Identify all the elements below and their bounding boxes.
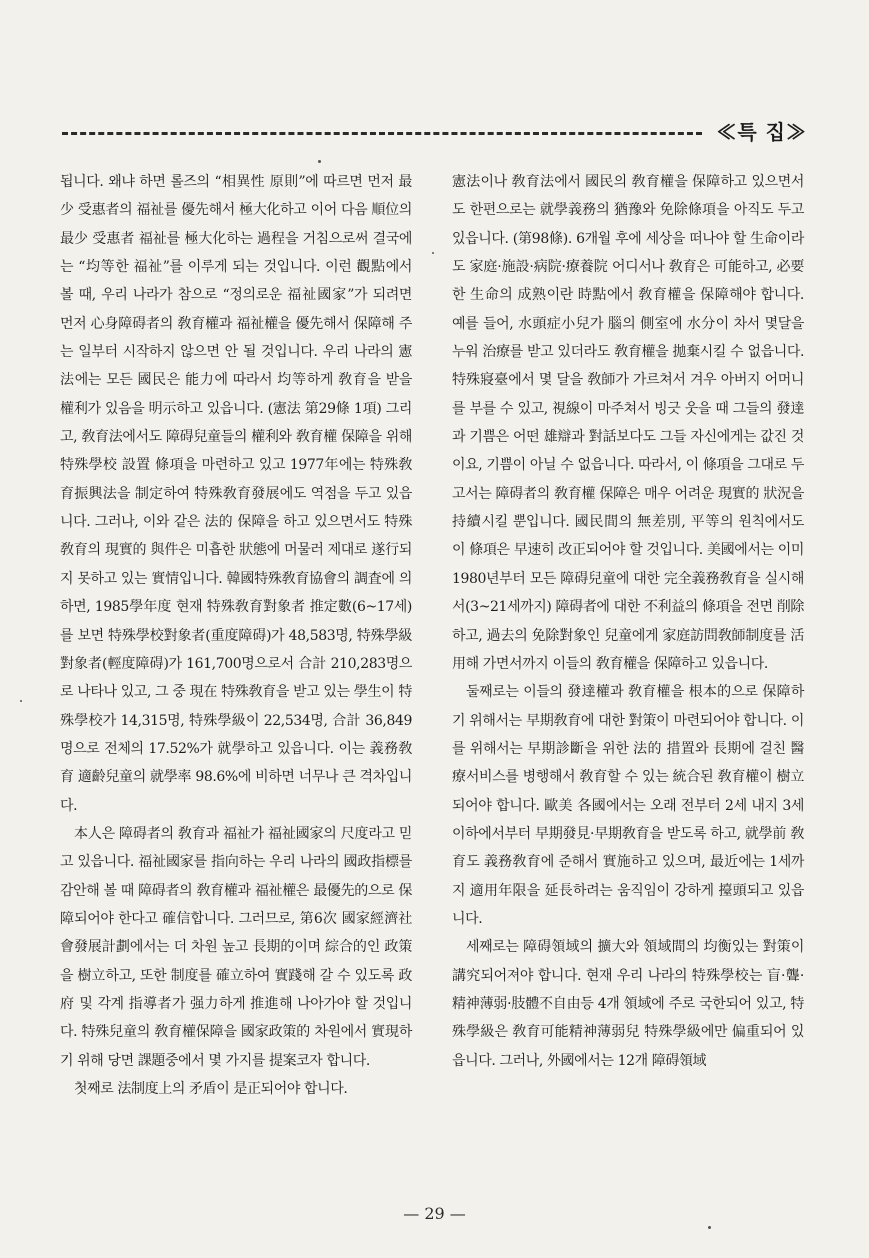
left-column [60,168,412,1103]
section-label: ≪특 집≫ [716,120,807,144]
scan-speck [432,252,434,254]
left-paragraph-2: 本人은 障碍者의 敎育과 福祉가 福祉國家의 尺度라고 믿고 있읍니다. 福祉國家를 指向하는 우리 나라의 國政指標를 감안해 볼 때 障碍者의 敎育權과 福祉權은 最優先的으로 保障되어야 한다고 確信합니다. 그러므로, 第6次 國家經濟社會發展計劃에서는 더 차원 높고 長期的이며 綜合的인 政策을 樹立하고, 또한 制度를 確立하여 實踐해 갈 수 있도록 政府 및 각계 指導者가 强力하게 推進해 나아가야 할 것입니다. 特殊兒童의 敎育權保障을 國家政策的 차원에서 實現하기 위해 당면 課題중에서 몇 가지를 提案코자 합니다. [60,825,412,1069]
right-paragraph-3: 세째로는 障碍領域의 擴大와 領域間의 均衡있는 對策이 講究되어져야 합니다. 현재 우리 나라의 特殊學校는 盲·聾·精神薄弱·肢體不自由등 4개 領域에 주로 국한되어 있고, 特殊學級은 敎育可能精神薄弱兒 特殊學級에만 偏重되어 있읍니다. 그러나, 外國에서는 12개 障碍領域 [452,939,804,1069]
scan-speck [20,700,22,702]
header-dashed-rule [62,132,702,135]
page-number: — 29 — [403,1204,466,1223]
left-paragraph-3: 첫째로 法制度上의 矛盾이 是正되어야 합니다. [74,1081,348,1097]
scan-speck [708,1226,711,1229]
right-column [452,168,804,1075]
left-paragraph-1: 됩니다. 왜냐 하면 롤즈의 “相異性 原則”에 따르면 먼저 最少 受惠者의 福祉를 優先해서 極大化하고 이어 다음 順位의 最少 受惠者 福祉를 極大化하는 過程을 거침으로써 결국에는 “均等한 福祉”를 이루게 되는 것입니다. 이런 觀點에서 볼 때, 우리 나라가 참으로 “정의로운 福祉國家”가 되려면 먼저 心身障碍者의 敎育權과 福祉權을 優先해서 保障해 주는 일부터 시작하지 않으면 안 될 것입니다. 우리 나라의 憲法에는 모든 國民은 能力에 따라서 均等하게 敎育을 받을 權利가 있음을 明示하고 있읍니다. (憲法 第29條 1項) 그리고, 敎育法에서도 障碍兒童들의 權利와 敎育權 保障을 위해 特殊學校 設置 條項을 마련하고 있고 1977年에는 特殊敎育振興法을 制定하여 特殊敎育發展에도 역점을 두고 있읍니다. 그러나, 이와 같은 法的 保障을 하고 있으면서도 特殊敎育의 現實的 與件은 미흡한 狀態에 머물러 제대로 遂行되지 못하고 있는 實情입니다. 韓國特殊敎育協會의 調査에 의하면, 1985學年度 현재 特殊敎育對象者 推定數(6~17세)를 보면 特殊學校對象者(重度障碍)가 48,583명, 特殊學級對象者(輕度障碍)가 161,700명으로서 合計 210,283명으로 나타나 있고, 그 중 現在 特殊敎育을 받고 있는 學生이 特殊學校가 14,315명, 特殊學級이 22,534명, 合計 36,849명으로 전체의 17.52%가 就學하고 있읍니다. 이는 義務敎育 適齡兒童의 就學率 98.6%에 비하면 너무나 큰 격차입니다. [60,174,412,814]
right-paragraph-1: 憲法이나 敎育法에서 國民의 敎育權을 保障하고 있으면서도 한편으로는 就學義務의 猶豫와 免除條項을 아직도 두고 있읍니다. (第98條). 6개월 후에 세상을 떠나야 할 生命이라도 家庭·施設·病院·療養院 어디서나 敎育은 可能하고, 必要한 生命의 成熟이란 時點에서 敎育權을 保障해야 합니다. 예를 들어, 水頭症小兒가 腦의 側室에 水分이 차서 몇달을 누워 治療를 받고 있더라도 敎育權을 拋棄시킬 수 없읍니다. 特殊寢臺에서 몇 달을 敎師가 가르쳐서 겨우 아버지 어머니를 부를 수 있고, 視線이 마주쳐서 빙긋 웃을 때 그들의 發達과 기쁨은 어떤 雄辯과 對話보다도 그들 자신에게는 값진 것이요, 기쁨이 아닐 수 없읍니다. 따라서, 이 條項을 그대로 두고서는 障碍者의 敎育權 保障은 매우 어려운 現實的 狀況을 持續시킬 뿐입니다. 國民間의 無差別, 平等의 원칙에서도 이 條項은 早速히 改正되어야 할 것입니다. 美國에서는 이미 1980년부터 모든 障碍兒童에 대한 完全義務敎育을 실시해서(3~21세까지) 障碍者에 대한 不利益의 條項을 전면 削除하고, 過去의 免除對象인 兒童에게 家庭訪問敎師制度를 活用해 가면서까지 이들의 敎育權을 保障하고 있읍니다. [452,174,804,672]
scan-speck [318,160,321,163]
right-paragraph-2: 둘째로는 이들의 發達權과 敎育權을 根本的으로 保障하기 위해서는 早期敎育에 대한 對策이 마련되어야 합니다. 이를 위해서는 早期診斷을 위한 法的 措置와 長期에 걸친 醫療서비스를 병행해서 敎育할 수 있는 統合된 敎育權이 樹立되어야 합니다. 歐美 各國에서는 오래 전부터 2세 내지 3세 이하에서부터 早期發見·早期敎育을 받도록 하고, 就學前 敎育도 義務敎育에 준해서 實施하고 있으며, 最近에는 1세까지 適用年限을 延長하려는 움직임이 강하게 擡頭되고 있읍니다. [452,684,804,927]
